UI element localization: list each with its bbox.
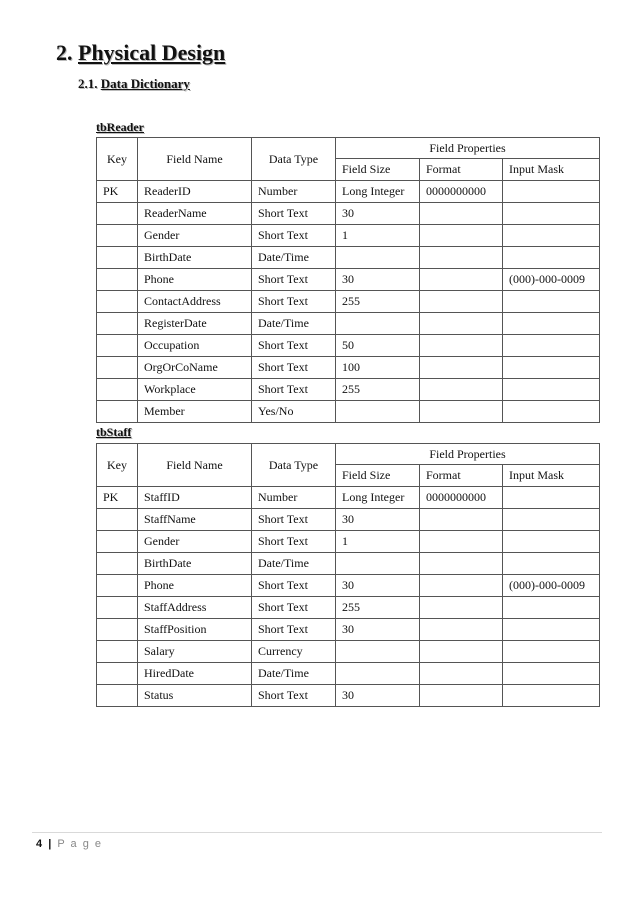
- cell-input-mask: [503, 313, 600, 335]
- cell-data-type: Short Text: [252, 575, 336, 597]
- table-row: [97, 181, 600, 203]
- cell-data-type: Short Text: [252, 225, 336, 247]
- section-title: Physical Design: [78, 40, 226, 65]
- table-row: [97, 357, 600, 379]
- cell-field-size: 1: [336, 531, 420, 553]
- cell-format: [420, 335, 503, 357]
- cell-data-type: Short Text: [252, 597, 336, 619]
- cell-field-size: 255: [336, 379, 420, 401]
- cell-data-type: Number: [252, 487, 336, 509]
- cell-format: [420, 247, 503, 269]
- cell-data-type: Short Text: [252, 269, 336, 291]
- cell-field-size: Long Integer: [336, 181, 420, 203]
- header-format: Format: [420, 159, 503, 181]
- cell-field-name: Phone: [138, 269, 252, 291]
- header-data-type: Data Type: [252, 138, 336, 181]
- cell-format: [420, 357, 503, 379]
- table-row: [97, 401, 600, 423]
- cell-key: [97, 379, 138, 401]
- cell-input-mask: [503, 291, 600, 313]
- cell-field-size: 1: [336, 225, 420, 247]
- subsection-title: Data Dictionary: [100, 76, 190, 91]
- cell-format: [420, 575, 503, 597]
- table-row: [97, 313, 600, 335]
- cell-input-mask: (000)-000-0009: [503, 575, 600, 597]
- cell-data-type: Date/Time: [252, 247, 336, 269]
- table-row: [97, 641, 600, 663]
- header-input-mask: Input Mask: [503, 465, 600, 487]
- cell-data-type: Currency: [252, 641, 336, 663]
- table-row: [97, 225, 600, 247]
- cell-field-size: 30: [336, 269, 420, 291]
- cell-field-size: 30: [336, 619, 420, 641]
- table-row: [97, 379, 600, 401]
- cell-key: [97, 291, 138, 313]
- table-row: [97, 247, 600, 269]
- cell-field-name: Gender: [138, 225, 252, 247]
- cell-key: PK: [97, 487, 138, 509]
- cell-key: [97, 663, 138, 685]
- cell-field-size: [336, 553, 420, 575]
- cell-field-name: ReaderID: [138, 181, 252, 203]
- cell-field-size: 30: [336, 203, 420, 225]
- cell-format: [420, 641, 503, 663]
- table-row: [97, 619, 600, 641]
- cell-key: PK: [97, 181, 138, 203]
- cell-field-name: Salary: [138, 641, 252, 663]
- cell-input-mask: [503, 619, 600, 641]
- cell-data-type: Short Text: [252, 379, 336, 401]
- cell-field-size: 50: [336, 335, 420, 357]
- cell-data-type: Short Text: [252, 357, 336, 379]
- header-data-type: Data Type: [252, 444, 336, 487]
- cell-field-name: BirthDate: [138, 553, 252, 575]
- cell-key: [97, 575, 138, 597]
- cell-field-name: RegisterDate: [138, 313, 252, 335]
- cell-field-name: OrgOrCoName: [138, 357, 252, 379]
- cell-field-size: [336, 247, 420, 269]
- cell-key: [97, 335, 138, 357]
- cell-key: [97, 401, 138, 423]
- data-dictionary-table-tbstaff: [96, 443, 600, 707]
- cell-data-type: Date/Time: [252, 553, 336, 575]
- cell-format: [420, 531, 503, 553]
- cell-key: [97, 685, 138, 707]
- table-row: [97, 203, 600, 225]
- header-field-size: Field Size: [336, 159, 420, 181]
- cell-field-name: HiredDate: [138, 663, 252, 685]
- cell-field-size: 30: [336, 685, 420, 707]
- cell-format: [420, 225, 503, 247]
- cell-field-name: BirthDate: [138, 247, 252, 269]
- cell-field-size: [336, 663, 420, 685]
- cell-input-mask: [503, 379, 600, 401]
- header-field-properties: Field Properties: [336, 444, 600, 465]
- cell-input-mask: [503, 597, 600, 619]
- cell-data-type: Short Text: [252, 685, 336, 707]
- cell-field-name: Member: [138, 401, 252, 423]
- cell-key: [97, 619, 138, 641]
- cell-data-type: Short Text: [252, 509, 336, 531]
- cell-field-name: StaffName: [138, 509, 252, 531]
- cell-field-name: StaffPosition: [138, 619, 252, 641]
- cell-format: [420, 663, 503, 685]
- data-dictionary-table-tbreader: [96, 137, 600, 423]
- cell-key: [97, 641, 138, 663]
- cell-data-type: Short Text: [252, 531, 336, 553]
- cell-input-mask: [503, 181, 600, 203]
- cell-field-size: 255: [336, 291, 420, 313]
- cell-input-mask: [503, 553, 600, 575]
- table-row: [97, 335, 600, 357]
- cell-input-mask: [503, 247, 600, 269]
- header-field-name: Field Name: [138, 444, 252, 487]
- table-row: [97, 291, 600, 313]
- cell-field-name: Status: [138, 685, 252, 707]
- cell-input-mask: [503, 685, 600, 707]
- cell-field-name: ContactAddress: [138, 291, 252, 313]
- cell-field-name: Occupation: [138, 335, 252, 357]
- cell-field-size: 100: [336, 357, 420, 379]
- footer-divider: [32, 832, 602, 833]
- table-name-tbstaff: tbStaff: [96, 425, 132, 439]
- cell-format: 0000000000: [420, 181, 503, 203]
- cell-key: [97, 531, 138, 553]
- table-row: [97, 269, 600, 291]
- cell-format: [420, 379, 503, 401]
- cell-input-mask: [503, 225, 600, 247]
- cell-input-mask: (000)-000-0009: [503, 269, 600, 291]
- table-row: [97, 597, 600, 619]
- cell-field-name: Workplace: [138, 379, 252, 401]
- cell-input-mask: [503, 509, 600, 531]
- cell-key: [97, 313, 138, 335]
- header-format: Format: [420, 465, 503, 487]
- cell-data-type: Date/Time: [252, 313, 336, 335]
- table-row: [97, 531, 600, 553]
- table-row: [97, 509, 600, 531]
- cell-data-type: Yes/No: [252, 401, 336, 423]
- subsection-number: 2.1.: [78, 76, 98, 91]
- cell-input-mask: [503, 401, 600, 423]
- cell-data-type: Number: [252, 181, 336, 203]
- cell-key: [97, 553, 138, 575]
- table-row: [97, 575, 600, 597]
- cell-format: [420, 269, 503, 291]
- cell-key: [97, 509, 138, 531]
- cell-key: [97, 269, 138, 291]
- page-footer: [36, 838, 103, 850]
- cell-field-size: Long Integer: [336, 487, 420, 509]
- cell-data-type: Short Text: [252, 619, 336, 641]
- cell-data-type: Short Text: [252, 335, 336, 357]
- cell-input-mask: [503, 531, 600, 553]
- table-row: [97, 685, 600, 707]
- section-heading: [56, 40, 225, 66]
- cell-format: [420, 597, 503, 619]
- cell-data-type: Short Text: [252, 291, 336, 313]
- cell-field-name: StaffID: [138, 487, 252, 509]
- cell-input-mask: [503, 357, 600, 379]
- cell-input-mask: [503, 641, 600, 663]
- cell-key: [97, 247, 138, 269]
- cell-field-size: 30: [336, 575, 420, 597]
- cell-key: [97, 597, 138, 619]
- header-field-properties: Field Properties: [336, 138, 600, 159]
- cell-input-mask: [503, 663, 600, 685]
- cell-field-size: 30: [336, 509, 420, 531]
- cell-field-name: Gender: [138, 531, 252, 553]
- cell-field-size: [336, 641, 420, 663]
- cell-data-type: Date/Time: [252, 663, 336, 685]
- cell-format: [420, 685, 503, 707]
- cell-key: [97, 357, 138, 379]
- header-key: Key: [97, 138, 138, 181]
- page-number: 4: [36, 838, 44, 850]
- cell-format: 0000000000: [420, 487, 503, 509]
- cell-key: [97, 203, 138, 225]
- cell-format: [420, 291, 503, 313]
- cell-format: [420, 203, 503, 225]
- table-row: [97, 487, 600, 509]
- cell-format: [420, 313, 503, 335]
- cell-format: [420, 401, 503, 423]
- header-field-size: Field Size: [336, 465, 420, 487]
- cell-field-name: ReaderName: [138, 203, 252, 225]
- cell-input-mask: [503, 487, 600, 509]
- cell-format: [420, 619, 503, 641]
- cell-field-size: [336, 313, 420, 335]
- cell-field-name: Phone: [138, 575, 252, 597]
- cell-field-name: StaffAddress: [138, 597, 252, 619]
- cell-data-type: Short Text: [252, 203, 336, 225]
- table-row: [97, 553, 600, 575]
- page-label: P a g e: [57, 838, 103, 850]
- cell-field-size: 255: [336, 597, 420, 619]
- header-field-name: Field Name: [138, 138, 252, 181]
- cell-format: [420, 509, 503, 531]
- subsection-heading: [78, 76, 190, 92]
- header-input-mask: Input Mask: [503, 159, 600, 181]
- cell-key: [97, 225, 138, 247]
- table-name-tbreader: tbReader: [96, 120, 144, 134]
- footer-separator: |: [48, 838, 53, 850]
- cell-input-mask: [503, 203, 600, 225]
- cell-input-mask: [503, 335, 600, 357]
- table-row: [97, 663, 600, 685]
- section-number: 2.: [56, 40, 73, 65]
- header-key: Key: [97, 444, 138, 487]
- cell-format: [420, 553, 503, 575]
- cell-field-size: [336, 401, 420, 423]
